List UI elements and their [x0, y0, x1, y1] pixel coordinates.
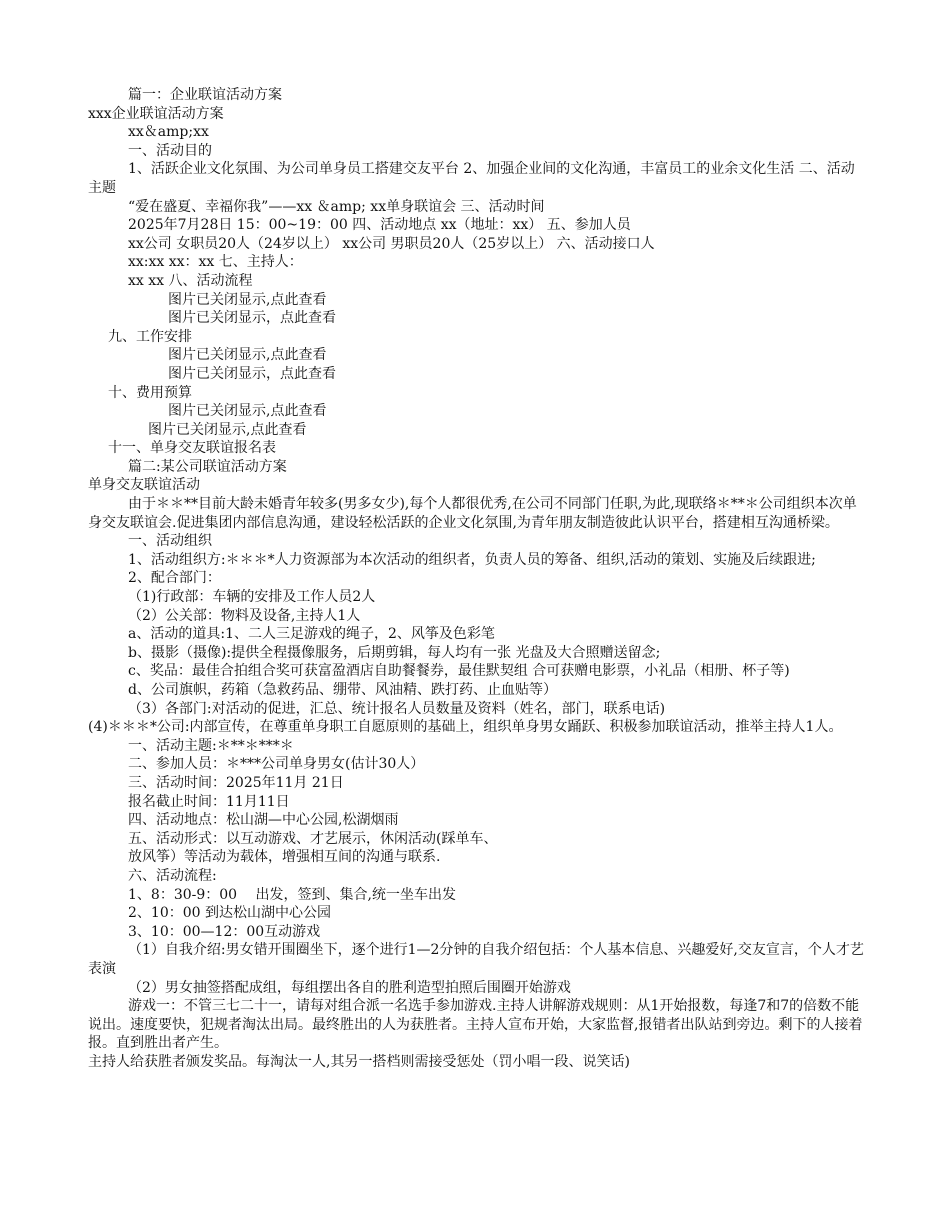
text-line: 五、活动形式：以互动游戏、才艺展示，休闲活动(踩单车、	[128, 830, 498, 847]
text-line: （2）公关部：物料及设备,主持人1人	[128, 607, 361, 624]
text-line: 2、配合部门：	[128, 570, 221, 587]
text-line: 图片已关闭显示，点此查看	[168, 365, 336, 382]
text-line: 篇一：企业联谊活动方案	[128, 87, 282, 103]
text-line: 1、活动组织方:＊＊＊*人力资源部为本次活动的组织者，负责人员的筹备、组织,活动的策划、实施及后续跟进;	[128, 551, 816, 568]
text-line: xx xx 八、活动流程	[128, 272, 253, 289]
text-line: c、奖品：最佳合拍组合奖可获富盈酒店自助餐餐券，最佳默契组 合可获赠电影票，小礼品（相册、杯子等)	[128, 663, 790, 680]
text-line: 一、活动主题:＊**＊***＊	[128, 737, 294, 754]
text-line: 游戏一：不管三七二十一，请每对组合派一名选手参加游戏.主持人讲解游戏规则：从1开始报数，每逢7和7的倍数不能说出。速度要快，犯规者淘汰出局。最终胜出的人为获胜者。主持人宣布开始，大家监督,报错者出队站到旁边。剩下的人接着报。直到胜出者产生。	[88, 998, 863, 1052]
text-line: 一、活动目的	[128, 142, 212, 159]
text-line: a、活动的道具:1、二人三足游戏的绳子，2、风筝及色彩笔	[128, 626, 495, 643]
text-line: 图片已关闭显示,点此查看	[168, 291, 327, 308]
text-line: 报名截止时间：11月11日	[128, 793, 290, 810]
text-line: （1）自我介绍:男女错开围圈坐下，逐个进行1—2分钟的自我介绍包括：个人基本信息、兴趣爱好,交友宣言，个人才艺表演	[88, 942, 864, 977]
text-line: 六、活动流程:	[128, 867, 217, 884]
text-line: xxx企业联谊活动方案	[88, 105, 224, 122]
text-line: 二、参加人员：＊***公司单身男女(估计30人）	[128, 756, 425, 773]
text-line: b、摄影（摄像):提供全程摄像服务，后期剪辑，每人均有一张 光盘及大合照赠送留念;	[128, 644, 661, 661]
text-line: 由于＊＊**目前大龄未婚青年较多(男多女少),每个人都很优秀,在公司不同部门任职,为此,现联络＊**＊公司组织本次单身交友联谊会.促进集团内部信息沟通，建设轻松活跃的企业文化氛围,为青年朋友制造彼此认识平台，搭建相互沟通桥梁。	[88, 496, 857, 531]
text-line: 图片已关闭显示,点此查看	[148, 421, 307, 438]
text-line: 3、10：00—12：00互动游戏	[128, 923, 321, 940]
text-line: 主持人给获胜者颁发奖品。每淘汰一人,其另一搭档则需接受惩处（罚小唱一段、说笑话)	[88, 1053, 630, 1070]
text-line: 图片已关闭显示,点此查看	[168, 347, 327, 364]
text-line: 三、活动时间：2025年11月 21日	[128, 774, 344, 791]
text-line: d、公司旗帜，药箱（急救药品、绷带、风油精、跌打药、止血贴等）	[128, 682, 557, 698]
text-line: 篇二:某公司联谊活动方案	[128, 458, 287, 475]
text-line: 1、活跃企业文化氛围、为公司单身员工搭建交友平台 2、加强企业间的文化沟通，丰富员工的业余文化生活 二、活动主题	[88, 161, 855, 196]
text-line: 单身交友联谊活动	[88, 477, 200, 494]
text-line: 十、费用预算	[108, 384, 192, 401]
text-line: 1、8：30-9：00 出发，签到、集合,统一坐车出发	[128, 886, 456, 903]
text-line: 十一、单身交友联谊报名表	[108, 440, 276, 457]
text-line: 2025年7月28日 15：00~19：00 四、活动地点 xx（地址：xx） 五、参加人员	[128, 217, 631, 234]
text-line: “爱在盛夏、幸福你我”——xx ＆amp; xx单身联谊会 三、活动时间	[128, 198, 545, 215]
text-line: （2）男女抽签搭配成组，每组摆出各自的胜利造型拍照后围圈开始游戏	[128, 979, 571, 996]
text-line: 图片已关闭显示,点此查看	[168, 403, 327, 420]
text-line: xx:xx xx：xx 七、主持人：	[128, 254, 303, 271]
text-line: 九、工作安排	[108, 328, 192, 345]
document-body	[88, 86, 868, 1071]
text-line: xx公司 女职员20人（24岁以上） xx公司 男职员20人（25岁以上） 六、活动接口人	[128, 235, 655, 252]
text-line: 放风筝）等活动为载体，增强相互间的沟通与联系.	[128, 849, 441, 866]
text-line: （1)行政部：车辆的安排及工作人员2人	[128, 589, 376, 606]
text-line: 四、活动地点：松山湖—中心公园,松湖烟雨	[128, 812, 399, 829]
text-line: 图片已关闭显示，点此查看	[168, 310, 336, 327]
text-line: 一、活动组织	[128, 533, 212, 550]
text-line: 2、10：00 到达松山湖中心公园	[128, 905, 331, 922]
text-line: xx＆amp;xx	[128, 124, 209, 141]
text-line: （3）各部门:对活动的促进，汇总、统计报名人员数量及资料（姓名，部门，联系电话)	[128, 700, 666, 717]
text-line: (4)＊＊＊*公司:内部宣传，在尊重单身职工自愿原则的基础上，组织单身男女踊跃、积极参加联谊活动，推举主持人1人。	[88, 719, 843, 736]
